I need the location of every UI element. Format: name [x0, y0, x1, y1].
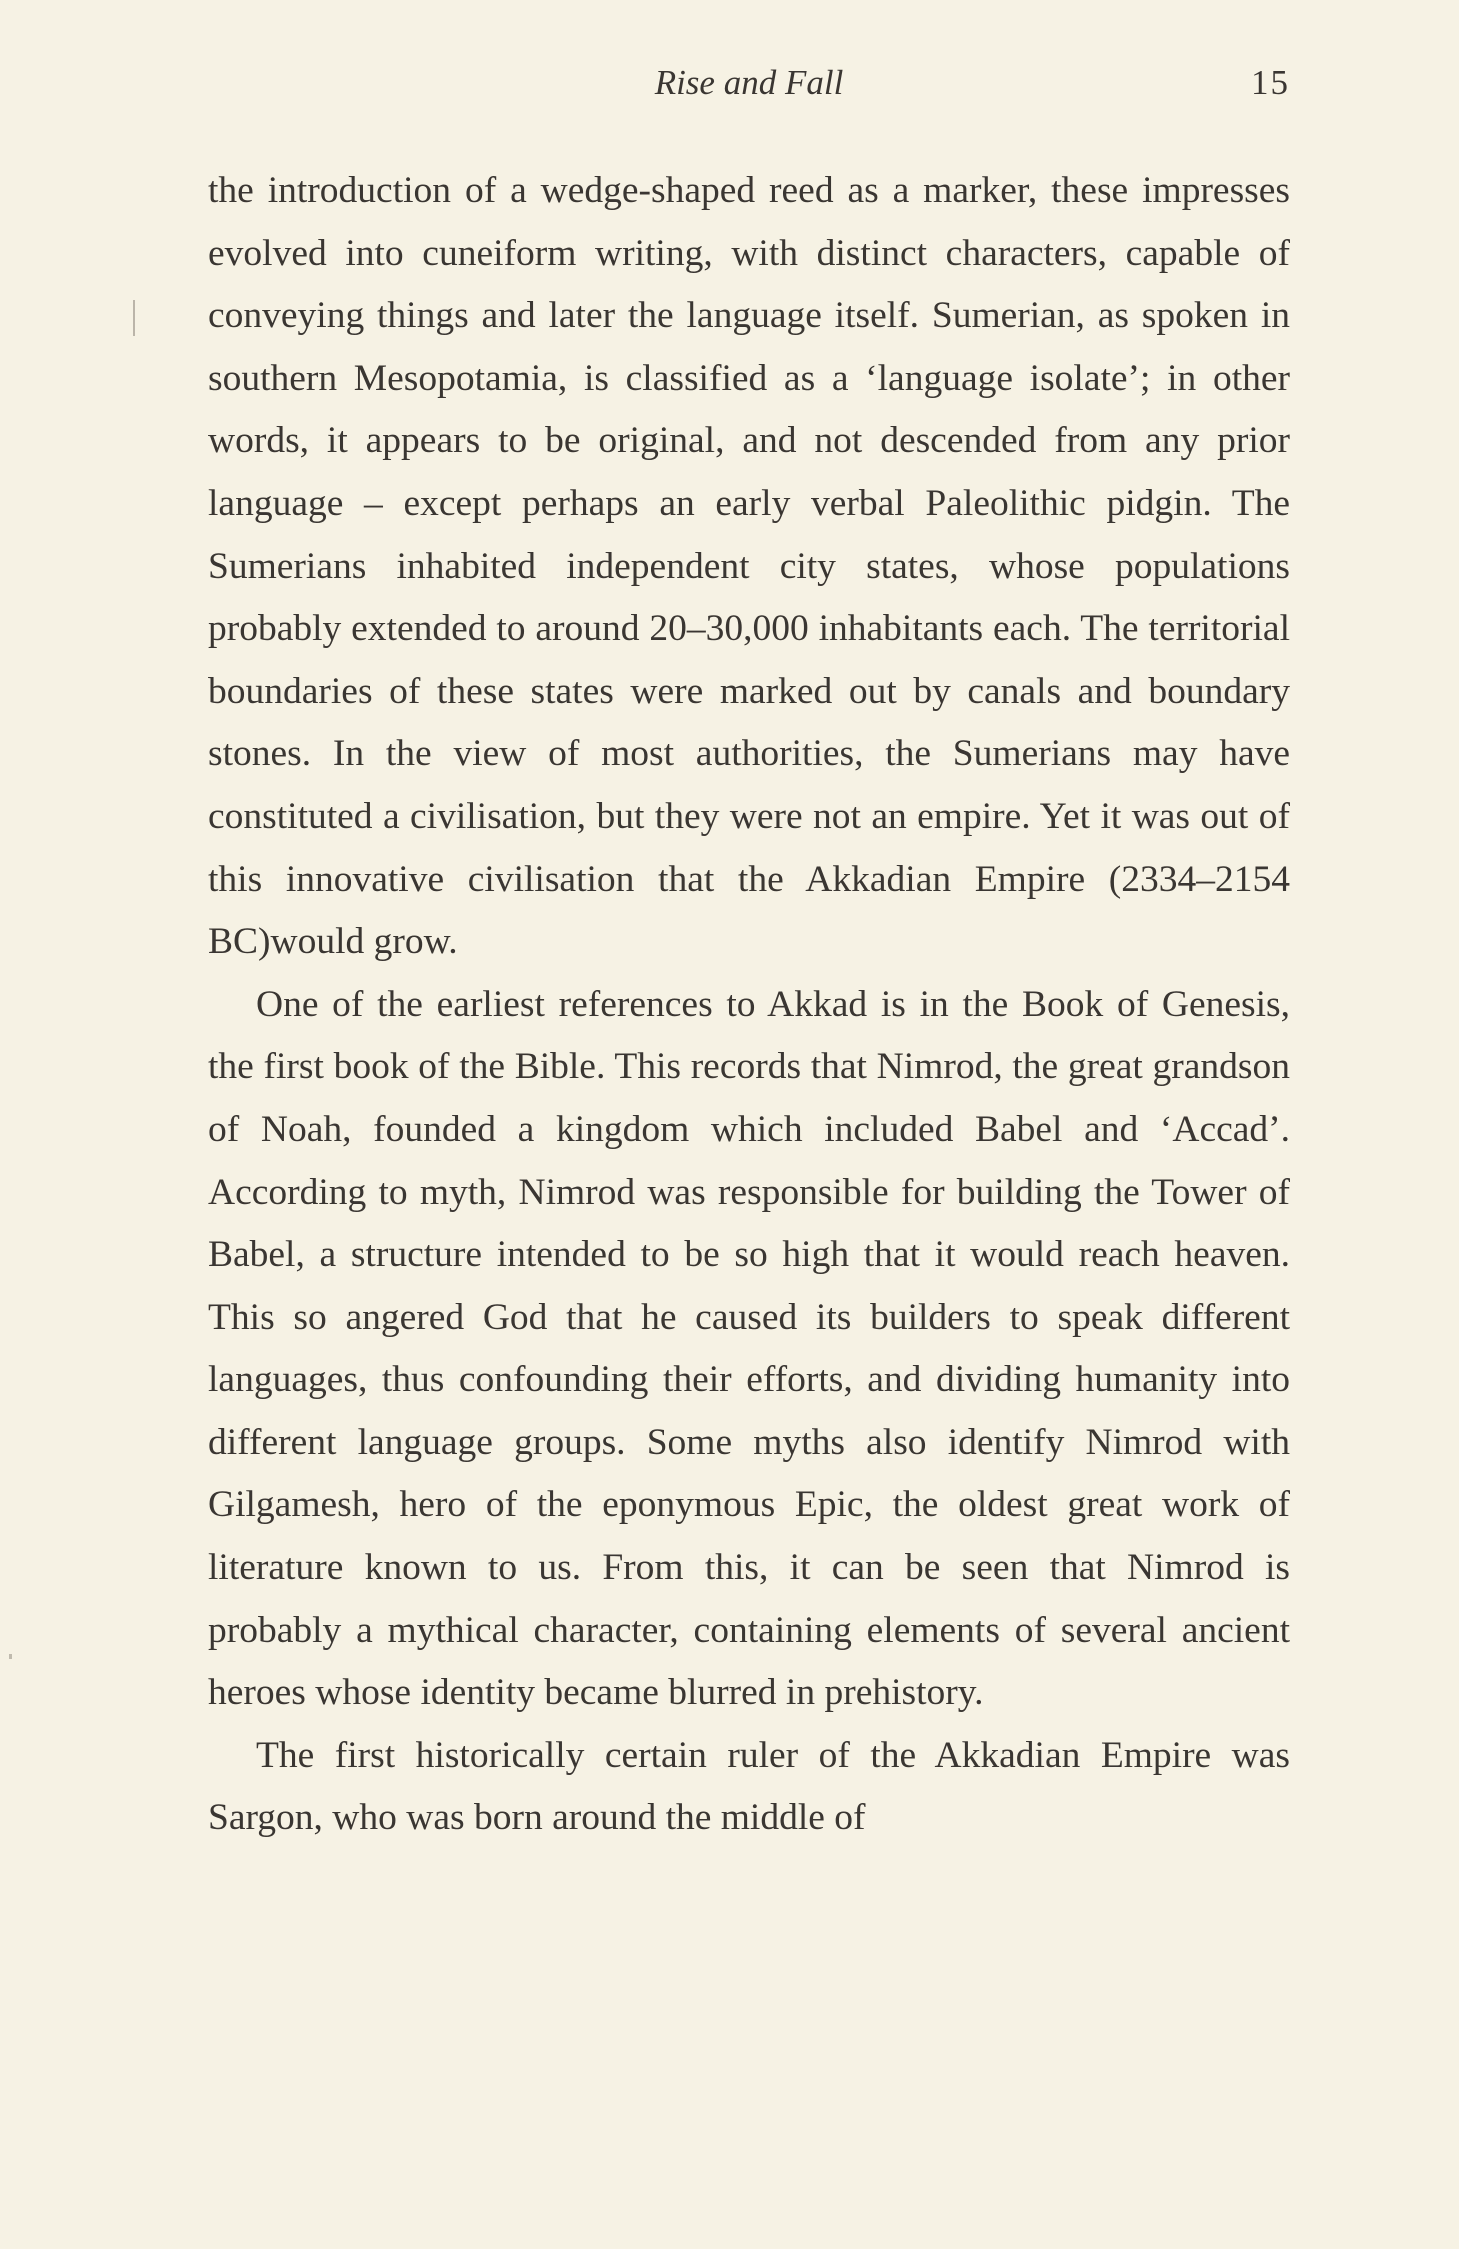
margin-dot	[9, 1654, 12, 1659]
page-header	[208, 58, 1290, 108]
margin-mark	[133, 300, 135, 336]
paragraph-2: One of the earliest references to Akkad is in the Book of Genesis, the first book of the Bible. This records that Nimrod, the great grandson of Noah, founded a kingdom which included Babel and ‘Accad’. According to myth, Nimrod was responsible for building the Tower of Babel, a structure intended to be so high that it would reach heaven. This so angered God that he caused its builders to speak different languages, thus confounding their efforts, and dividing humanity into different language groups. Some myths also identify Nimrod with Gilgamesh, hero of the eponymous Epic, the oldest great work of literature known to us. From this, it can be seen that Nimrod is probably a mythical character, containing elements of several ancient heroes whose identity became blurred in prehistory.	[208, 983, 1290, 1714]
running-head: Rise and Fall	[654, 63, 844, 102]
page-number: 15	[1251, 63, 1290, 102]
paragraph-1: the introduction of a wedge-shaped reed as a marker, these impresses evolved into cuneiform writing, with distinct characters, capable of conveying things and later the language itself. Sumerian, as spoken in southern Mesopotamia, is classified as a ‘language isolate’; in other words, it appears to be original, and not descended from any prior language – except perhaps an early verbal Paleolithic pidgin. The Sumerians inhabited independent city states, whose populations probably extended to around 20–30,000 inhabitants each. The territorial boundaries of these states were marked out by canals and boundary stones. In the view of most authorities, the Sumerians may have constituted a civilisation, but they were not an empire. Yet it was out of this innovative civilisation that the Akkadian Empire (2334–2154 BC)would grow.	[208, 170, 1290, 963]
paragraph-3: The first historically certain ruler of the Akkadian Empire was Sargon, who was born around the middle of	[208, 1734, 1290, 1839]
body-text	[208, 160, 1290, 1850]
